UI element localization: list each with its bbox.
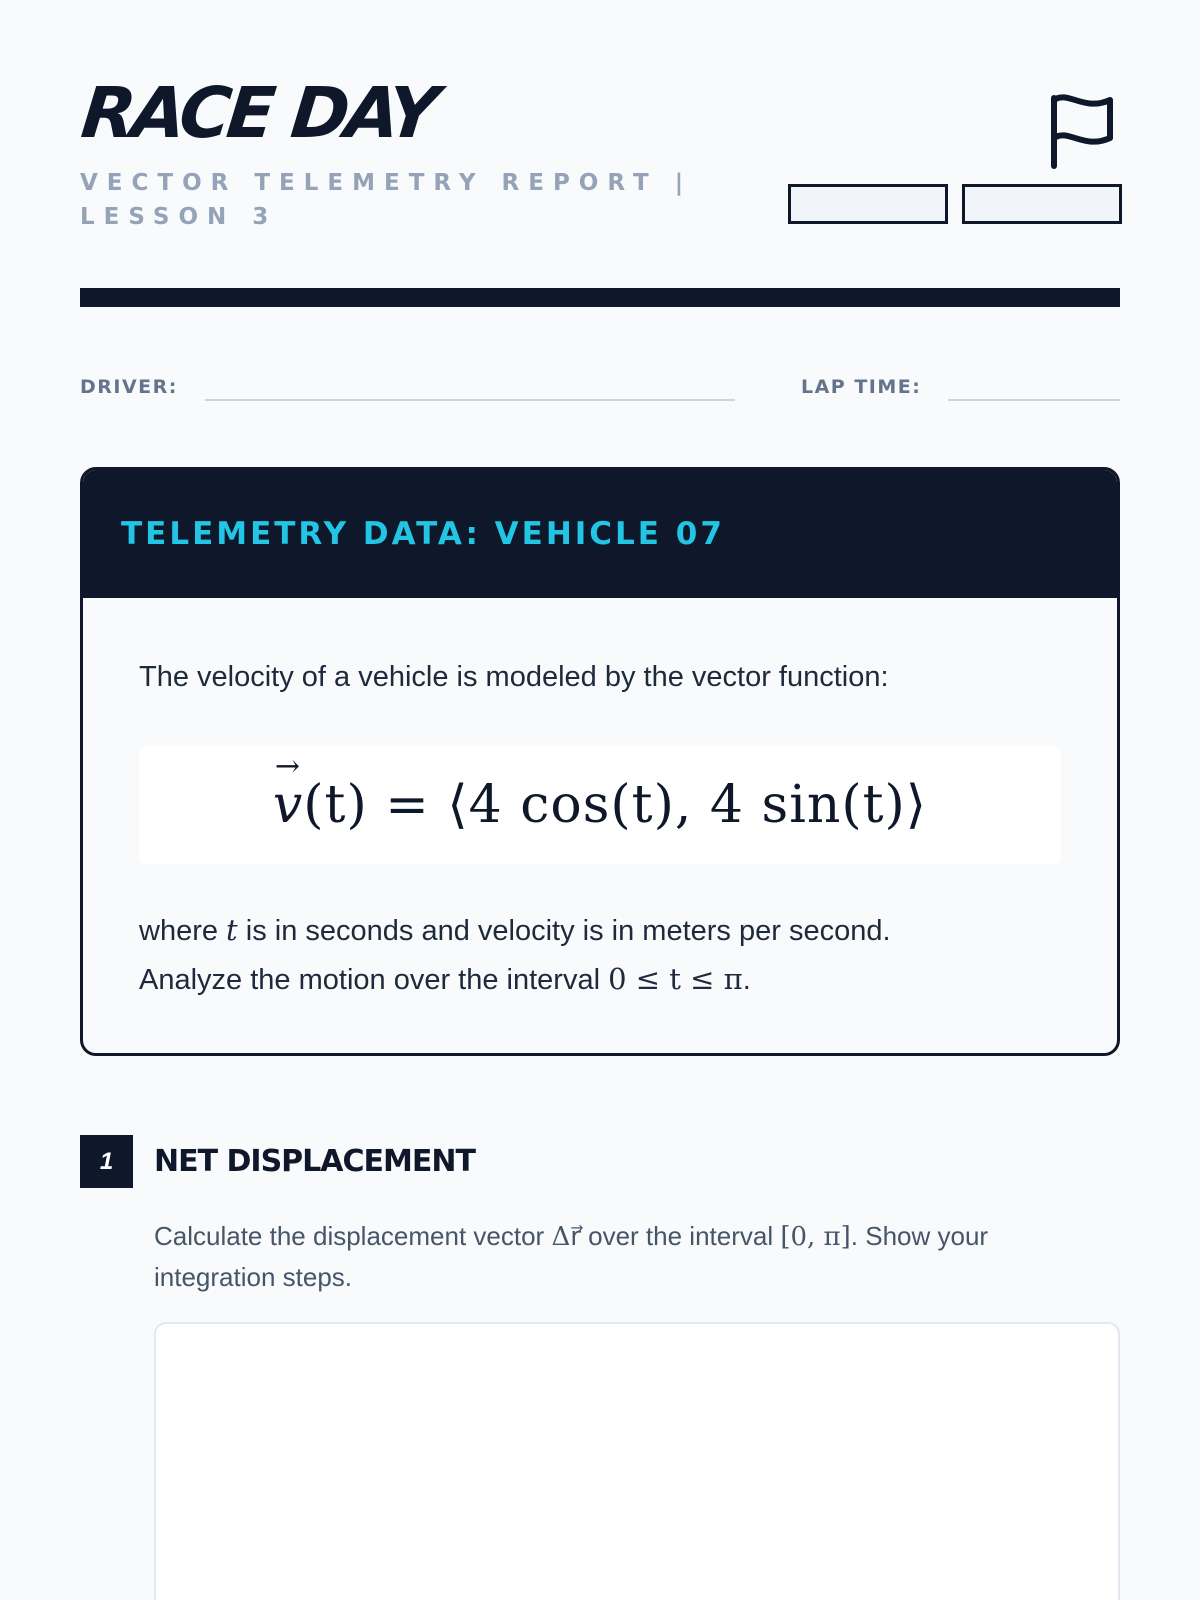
- page-subtitle: VECTOR TELEMETRY REPORT | LESSON 3: [80, 170, 693, 230]
- telemetry-intro: The velocity of a vehicle is modeled by the vector function:: [139, 661, 889, 693]
- condition-text-1: where: [139, 914, 227, 947]
- question-number-badge: 1: [80, 1135, 133, 1188]
- equation-rhs: ⟨4 cos(t), 4 sin(t)⟩: [447, 774, 928, 835]
- driver-label: DRIVER:: [80, 376, 178, 398]
- condition-text-3: Analyze the motion over the interval: [139, 963, 609, 996]
- telemetry-card-header: [83, 470, 1117, 598]
- condition-interval: 0 ≤ t ≤ π: [608, 961, 743, 996]
- condition-text-2: is in seconds and velocity is in meters per second.: [237, 914, 891, 947]
- condition-variable: t: [226, 912, 238, 947]
- displacement-symbol: Δr⃗: [551, 1222, 581, 1252]
- question-text-middle: over the interval: [580, 1221, 781, 1251]
- question-title: NET DISPLACEMENT: [154, 1144, 475, 1179]
- lap-time-label: LAP TIME:: [801, 376, 922, 398]
- velocity-vector-symbol: → v: [273, 775, 303, 835]
- question-interval: [0, π]: [780, 1222, 851, 1252]
- driver-field[interactable]: [205, 399, 735, 401]
- telemetry-card-body: [83, 598, 1117, 1004]
- equation-lhs-arg: (t) =: [303, 774, 448, 835]
- answer-box[interactable]: [154, 1322, 1120, 1600]
- page-title: RACE DAY: [77, 72, 439, 154]
- flag-icon: [1048, 90, 1118, 170]
- header-input-box-1[interactable]: [788, 184, 948, 224]
- velocity-equation: [273, 775, 927, 835]
- question-text: [154, 1216, 1084, 1297]
- telemetry-card: [80, 467, 1120, 1056]
- question-text-before: Calculate the displacement vector: [154, 1221, 552, 1251]
- telemetry-card-title: TELEMETRY DATA: VEHICLE 07: [121, 516, 725, 552]
- equation-box: [139, 746, 1061, 864]
- question-text-after: . Show your integration steps.: [154, 1221, 989, 1292]
- header-divider: [80, 288, 1120, 307]
- telemetry-condition: [139, 906, 1061, 1004]
- condition-text-4: .: [742, 963, 751, 996]
- lap-time-field[interactable]: [948, 399, 1120, 401]
- header-input-box-2[interactable]: [962, 184, 1122, 224]
